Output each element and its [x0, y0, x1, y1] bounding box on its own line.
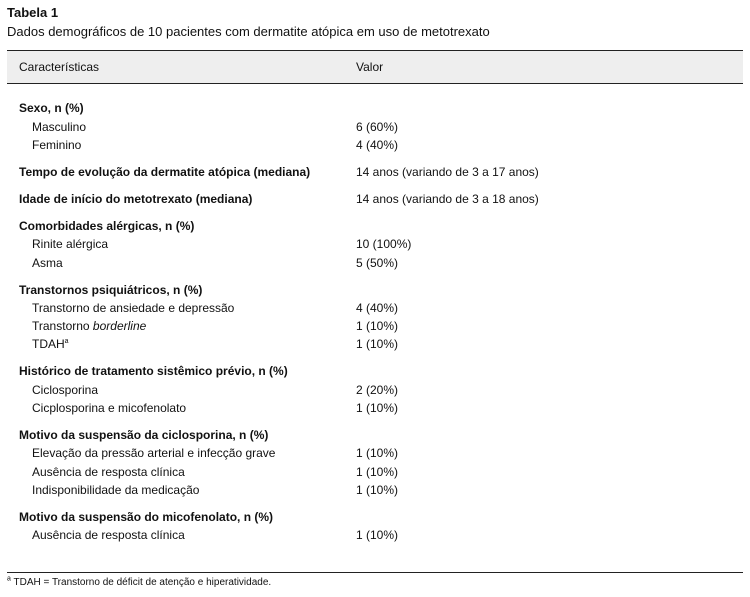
row-label [32, 335, 69, 353]
row-value: 1 (10%) [356, 319, 399, 333]
row-label: Masculino [32, 120, 87, 134]
row-label: Tempo de evolução da dermatite atópica (mediana) [19, 165, 311, 179]
row-value: 6 (60%) [356, 120, 399, 134]
row-label: Ausência de resposta clínica [32, 528, 185, 542]
table-footnote [7, 577, 271, 588]
footnote-text: TDAH = Transtorno de déficit de atenção e hiperatividade. [10, 577, 272, 588]
footnote-marker: a [64, 338, 69, 345]
table-row [7, 299, 743, 317]
table-row [7, 317, 743, 335]
table-row [7, 235, 743, 253]
row-label: Transtornos psiquiátricos, n (%) [19, 283, 203, 297]
table-row [7, 99, 743, 117]
row-label: Asma [32, 256, 63, 270]
table-row [7, 463, 743, 481]
header-characteristics: Características [19, 60, 100, 74]
row-label-plain: Transtorno [32, 319, 93, 333]
row-value: 10 (100%) [356, 237, 412, 251]
row-label-italic: borderline [92, 319, 147, 333]
row-value: 1 (10%) [356, 337, 399, 351]
table-row [7, 426, 743, 444]
row-label: Comorbidades alérgicas, n (%) [19, 219, 195, 233]
row-value: 14 anos (variando de 3 a 18 anos) [356, 192, 539, 206]
table-row [7, 526, 743, 544]
row-value: 1 (10%) [356, 528, 399, 542]
row-label: Ausência de resposta clínica [32, 465, 185, 479]
row-value: 1 (10%) [356, 446, 399, 460]
row-label-plain: TDAH [32, 337, 65, 351]
table-row [7, 381, 743, 399]
row-label: Indisponibilidade da medicação [32, 483, 200, 497]
row-value: 1 (10%) [356, 465, 399, 479]
row-label: Motivo da suspensão do micofenolato, n (%) [19, 510, 274, 524]
row-label: Histórico de tratamento sistêmico prévio, n (%) [19, 364, 288, 378]
table-row [7, 399, 743, 417]
table-header [7, 50, 743, 84]
row-label: Feminino [32, 138, 82, 152]
table-row [7, 163, 743, 181]
row-label: Motivo da suspensão da ciclosporina, n (%) [19, 428, 269, 442]
table-row [7, 362, 743, 380]
table-row [7, 190, 743, 208]
table-row [7, 281, 743, 299]
row-label: Idade de início do metotrexato (mediana) [19, 192, 253, 206]
row-label: Rinite alérgica [32, 237, 109, 251]
row-value: 1 (10%) [356, 483, 399, 497]
table-row [7, 254, 743, 272]
row-value: 5 (50%) [356, 256, 399, 270]
row-label: Sexo, n (%) [19, 101, 84, 115]
header-value: Valor [356, 60, 384, 74]
table-title: Tabela 1 [7, 5, 59, 20]
table-subtitle: Dados demográficos de 10 pacientes com dermatite atópica em uso de metotrexato [7, 24, 490, 39]
row-label: Transtorno de ansiedade e depressão [32, 301, 235, 315]
table-row [7, 481, 743, 499]
table-bottom-rule [7, 572, 743, 573]
row-label: Elevação da pressão arterial e infecção grave [32, 446, 276, 460]
footnote-marker: a [7, 575, 11, 583]
table-row [7, 508, 743, 526]
row-value: 4 (40%) [356, 138, 399, 152]
table-row [7, 335, 743, 353]
row-value: 4 (40%) [356, 301, 399, 315]
row-value: 1 (10%) [356, 401, 399, 415]
row-label [32, 317, 146, 335]
table-row [7, 217, 743, 235]
row-label: Ciclosporina [32, 383, 99, 397]
table-row [7, 444, 743, 462]
row-value: 14 anos (variando de 3 a 17 anos) [356, 165, 539, 179]
row-value: 2 (20%) [356, 383, 399, 397]
table-row [7, 136, 743, 154]
row-label: Cicplosporina e micofenolato [32, 401, 187, 415]
table-row [7, 118, 743, 136]
